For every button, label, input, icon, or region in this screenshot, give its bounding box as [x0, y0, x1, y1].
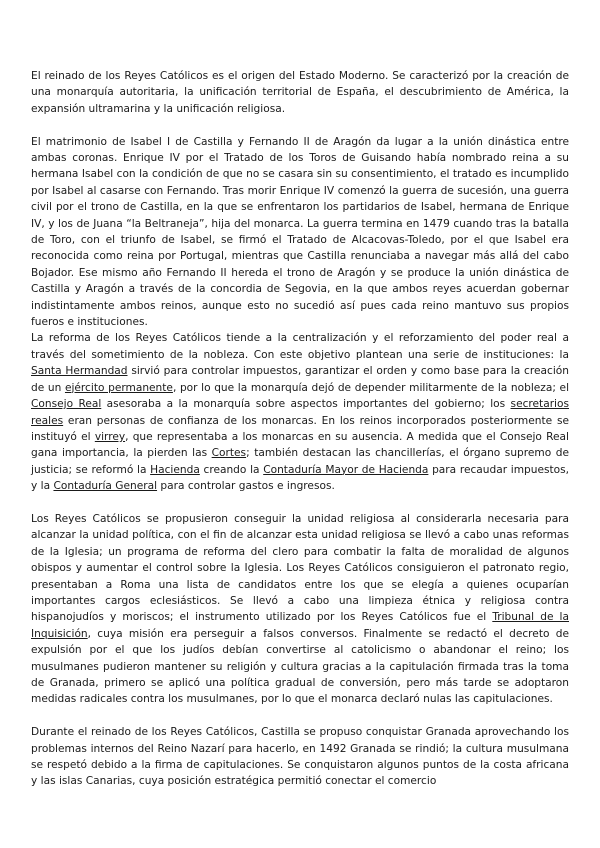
link-contaduria-mayor[interactable]: Contaduría Mayor de Hacienda — [263, 463, 429, 476]
document-body — [31, 68, 569, 790]
link-contaduria-general[interactable]: Contaduría General — [53, 480, 158, 493]
text-span: asesoraba a la monarquía sobre aspectos importantes del gobierno; los — [101, 398, 511, 411]
paragraph-unidad-religiosa — [31, 511, 569, 708]
link-ejercito-permanente[interactable]: ejército permanente — [64, 381, 173, 394]
text-span: creando la — [199, 463, 264, 476]
text-span: La reforma de los Reyes Católicos tiende a la centralización y el reforzamiento del poder real a través del sometimiento de la nobleza. Con este objetivo plantean una serie de instituciones: la — [31, 332, 569, 361]
link-secretarios-reales[interactable]: secretarios reales — [31, 398, 569, 427]
paragraph-reforma — [31, 330, 569, 494]
paragraph-intro: El reinado de los Reyes Católicos es el origen del Estado Moderno. Se caracterizó por la creación de una monarquía autoritaria, la unificación territorial de España, el descubrimiento de América, la expansión ultramarina y la unificación religiosa. — [31, 70, 569, 115]
text-span: ; también destacan las chancillerías, el órgano supremo de justicia; se reformó la — [31, 447, 569, 476]
link-santa-hermandad[interactable]: Santa Hermandad — [31, 365, 128, 378]
text-span: Los Reyes Católicos se propusieron conseguir la unidad religiosa al considerarla necesaria para alcanzar la unidad política, con el fin de alcanzar esta unidad religiosa se llevó a cabo unas reformas de la Iglesia; un programa de reforma del clero para combatir la falta de moralidad de algunos obispos y aumentar el control sobre la Iglesia. Los Reyes Católicos consiguieron el patronato regio, presentaban a Roma una lista de candidatos entre los que se elegía a quienes ocuparían importantes cargos eclesiásticos. Se llevó a cabo una limpieza étnica y religiosa contra hispanojudíos y moriscos; el instrumento utilizado por los Reyes Católicos fue el — [31, 512, 569, 624]
text-span: , que representaba a los monarcas en su ausencia. A medida que el Consejo Real gana importancia, la pierden las — [31, 430, 569, 460]
link-consejo-real[interactable]: Consejo Real — [31, 398, 102, 411]
link-tribunal-inquisicion[interactable]: Tribunal de la Inquisición — [31, 611, 569, 640]
text-span: para controlar gastos e ingresos. — [157, 480, 335, 493]
link-hacienda[interactable]: Hacienda — [150, 463, 200, 476]
text-span: , por lo que la monarquía dejó de depender militarmente de la nobleza; el — [172, 381, 570, 394]
paragraph-matrimonio: El matrimonio de Isabel I de Castilla y Fernando II de Aragón da lugar a la unión dinástica entre ambas coronas. Enrique IV por el Tratado de los Toros de Guisando había nombrado reina a su hermana Isabel con la condición de que no se casara sin su consentimiento, el tratado es incumplido por Isabel al casarse con Fernando. Tras morir Enrique IV comenzó la guerra de sucesión, una guerra civil por el trono de Castilla, en la que se enfrentaron los partidarios de Isabel, hermana de Enrique IV, y los de Juana “la Beltraneja”, hija del monarca. La guerra termina en 1479 cuando tras la batalla de Toro, con el triunfo de Isabel, se firmó el Tratado de Alcacovas-Toledo, por el que Isabel era reconocida como reina por Portugal, mientras que Castilla renunciaba a navegar más allá del cabo Bojador. Ese mismo año Fernando II hereda el trono de Aragón y se produce la unión dinástica de Castilla y Aragón a través de la concordia de Segovia, en la que ambos reyes acuerdan gobernar indistintamente ambos reinos, aunque esto no sucedió así pues cada reino mantuvo sus propios fueros e instituciones. — [31, 135, 569, 329]
link-virrey[interactable]: virrey — [94, 430, 126, 443]
paragraph-granada: Durante el reinado de los Reyes Católicos, Castilla se propuso conquistar Granada aprovechando los problemas internos del Reino Nazarí para hacerlo, en 1492 Granada se rindió; la cultura musulmana se respetó debido a la firma de capitulaciones. Se conquistaron algunos puntos de la costa africana y las islas Canarias, cuya posición estratégica permitió conectar el comercio — [31, 726, 569, 788]
text-span: para recaudar impuestos, y la — [31, 463, 570, 493]
text-span: , cuya misión era perseguir a falsos conversos. Finalmente se redactó el decreto de expulsión por el que los judíos debían convertirse al catolicismo o abandonar el reino; los musulmanes pudieron mantener su religión y cultura gracias a la capitulación firmada tras la toma de Granada, primero se aplicó una política gradual de conversión, pero más tarde se adoptaron medidas radicales contra los musulmanes, por lo que el monarca declaró nulas las capitulaciones. — [31, 627, 569, 706]
text-span: sirvió para controlar impuestos, garantizar el orden y como base para la creación de un — [31, 365, 569, 394]
link-cortes[interactable]: Cortes — [211, 447, 247, 460]
text-span: eran personas de confianza de los monarcas. En los reinos incorporados posteriormente se instituyó el — [31, 414, 569, 443]
